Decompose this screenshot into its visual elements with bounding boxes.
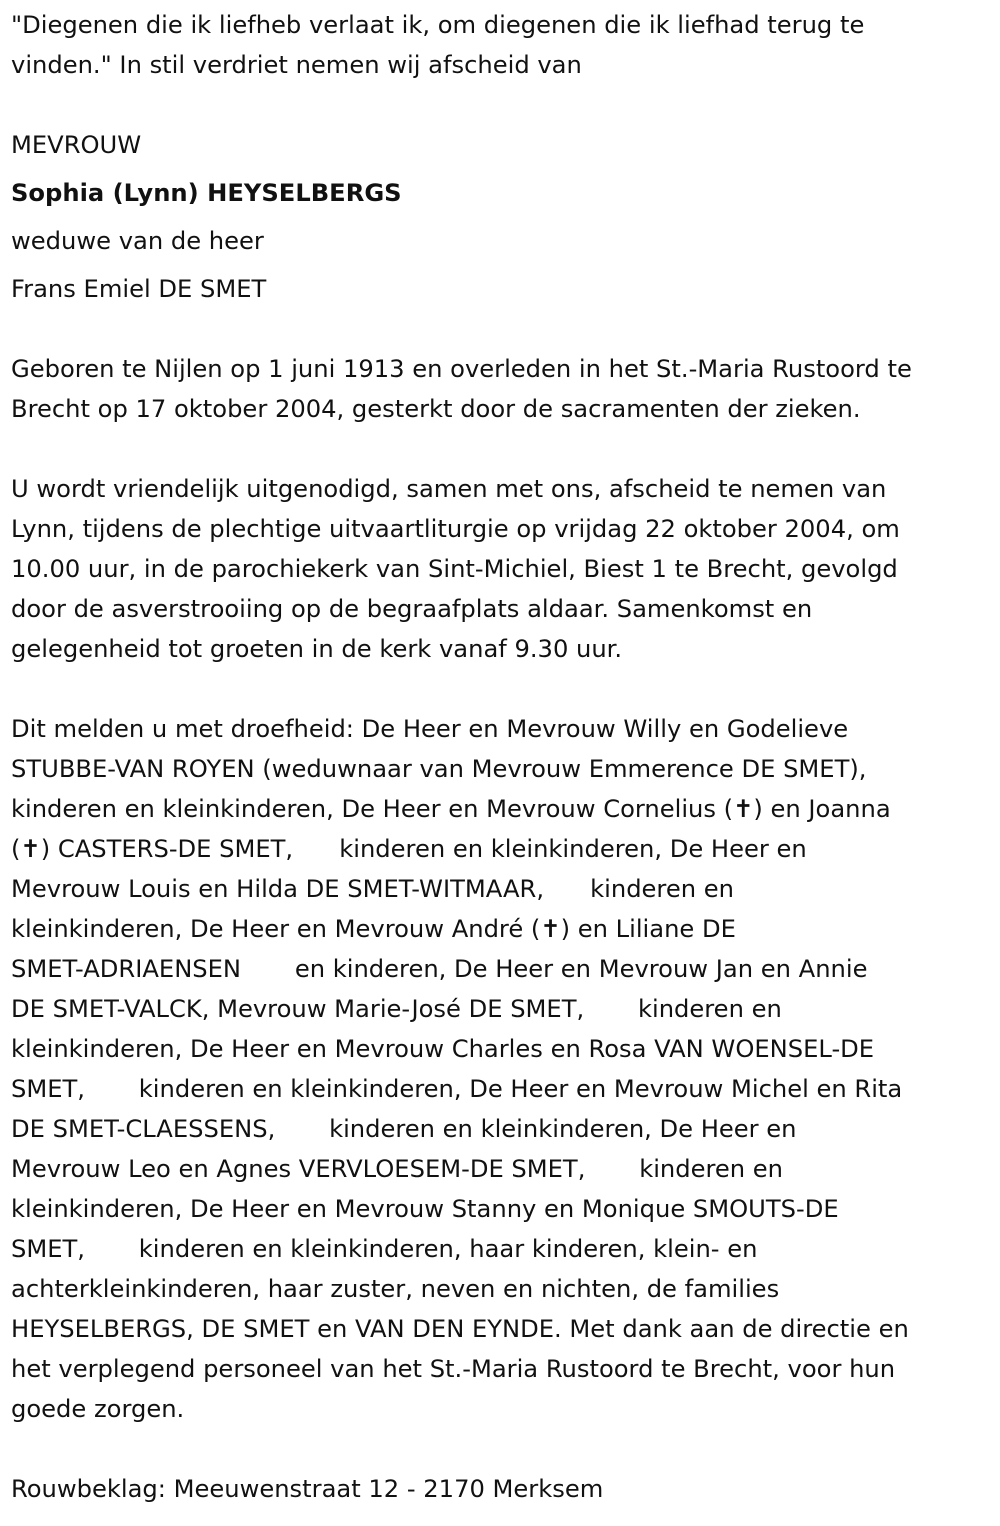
- family-line-6: kleinkinderen, De Heer en Mevrouw André (✝) en Liliane DE: [11, 915, 736, 943]
- family-line-17: het verplegend personeel van het St.-Maria Rustoord te Brecht, voor hun: [11, 1355, 896, 1383]
- family-line-8: DE SMET-VALCK, Mevrouw Marie-José DE SMET, kinderen en: [11, 995, 782, 1023]
- family-line-11: DE SMET-CLAESSENS, kinderen en kleinkinderen, De Heer en: [11, 1115, 797, 1143]
- spouse-name: Frans Emiel DE SMET: [11, 275, 267, 303]
- invitation-line-4: door de asverstrooiing op de begraafplats aldaar. Samenkomst en: [11, 595, 813, 623]
- family-line-13: kleinkinderen, De Heer en Mevrouw Stanny en Monique SMOUTS-DE: [11, 1195, 839, 1223]
- condolences-address: Rouwbeklag: Meeuwenstraat 12 - 2170 Merksem: [11, 1475, 604, 1503]
- family-line-1: Dit melden u met droefheid: De Heer en Mevrouw Willy en Godelieve: [11, 715, 849, 743]
- invitation-line-5: gelegenheid tot groeten in de kerk vanaf 9.30 uur.: [11, 635, 623, 663]
- family-line-12: Mevrouw Leo en Agnes VERVLOESEM-DE SMET, kinderen en: [11, 1155, 784, 1183]
- family-line-15: achterkleinkinderen, haar zuster, neven en nichten, de families: [11, 1275, 780, 1303]
- intro-line-2: vinden." In stil verdriet nemen wij afscheid van: [11, 51, 582, 79]
- family-line-16: HEYSELBERGS, DE SMET en VAN DEN EYNDE. Met dank aan de directie en: [11, 1315, 909, 1343]
- family-line-10: SMET, kinderen en kleinkinderen, De Heer en Mevrouw Michel en Rita: [11, 1075, 903, 1103]
- family-line-7: SMET-ADRIAENSEN en kinderen, De Heer en Mevrouw Jan en Annie: [11, 955, 868, 983]
- family-line-3: kinderen en kleinkinderen, De Heer en Mevrouw Cornelius (✝) en Joanna: [11, 795, 891, 823]
- family-line-4: (✝) CASTERS-DE SMET, kinderen en kleinkinderen, De Heer en: [11, 835, 807, 863]
- birth-death-line-1: Geboren te Nijlen op 1 juni 1913 en overleden in het St.-Maria Rustoord te: [11, 355, 912, 383]
- deceased-name: Sophia (Lynn) HEYSELBERGS: [11, 179, 402, 207]
- intro-line-1: "Diegenen die ik liefheb verlaat ik, om diegenen die ik liefhad terug te: [11, 11, 865, 39]
- family-line-5: Mevrouw Louis en Hilda DE SMET-WITMAAR, kinderen en: [11, 875, 734, 903]
- invitation-line-3: 10.00 uur, in de parochiekerk van Sint-Michiel, Biest 1 te Brecht, gevolgd: [11, 555, 898, 583]
- birth-death-line-2: Brecht op 17 oktober 2004, gesterkt door de sacramenten der zieken.: [11, 395, 861, 423]
- invitation-line-1: U wordt vriendelijk uitgenodigd, samen met ons, afscheid te nemen van: [11, 475, 887, 503]
- family-line-14: SMET, kinderen en kleinkinderen, haar kinderen, klein- en: [11, 1235, 758, 1263]
- invitation-line-2: Lynn, tijdens de plechtige uitvaartliturgie op vrijdag 22 oktober 2004, om: [11, 515, 900, 543]
- widow-of-label: weduwe van de heer: [11, 227, 264, 255]
- honorific: MEVROUW: [11, 131, 142, 159]
- family-line-9: kleinkinderen, De Heer en Mevrouw Charles en Rosa VAN WOENSEL-DE: [11, 1035, 875, 1063]
- family-line-18: goede zorgen.: [11, 1395, 185, 1423]
- family-line-2: STUBBE-VAN ROYEN (weduwnaar van Mevrouw Emmerence DE SMET),: [11, 755, 867, 783]
